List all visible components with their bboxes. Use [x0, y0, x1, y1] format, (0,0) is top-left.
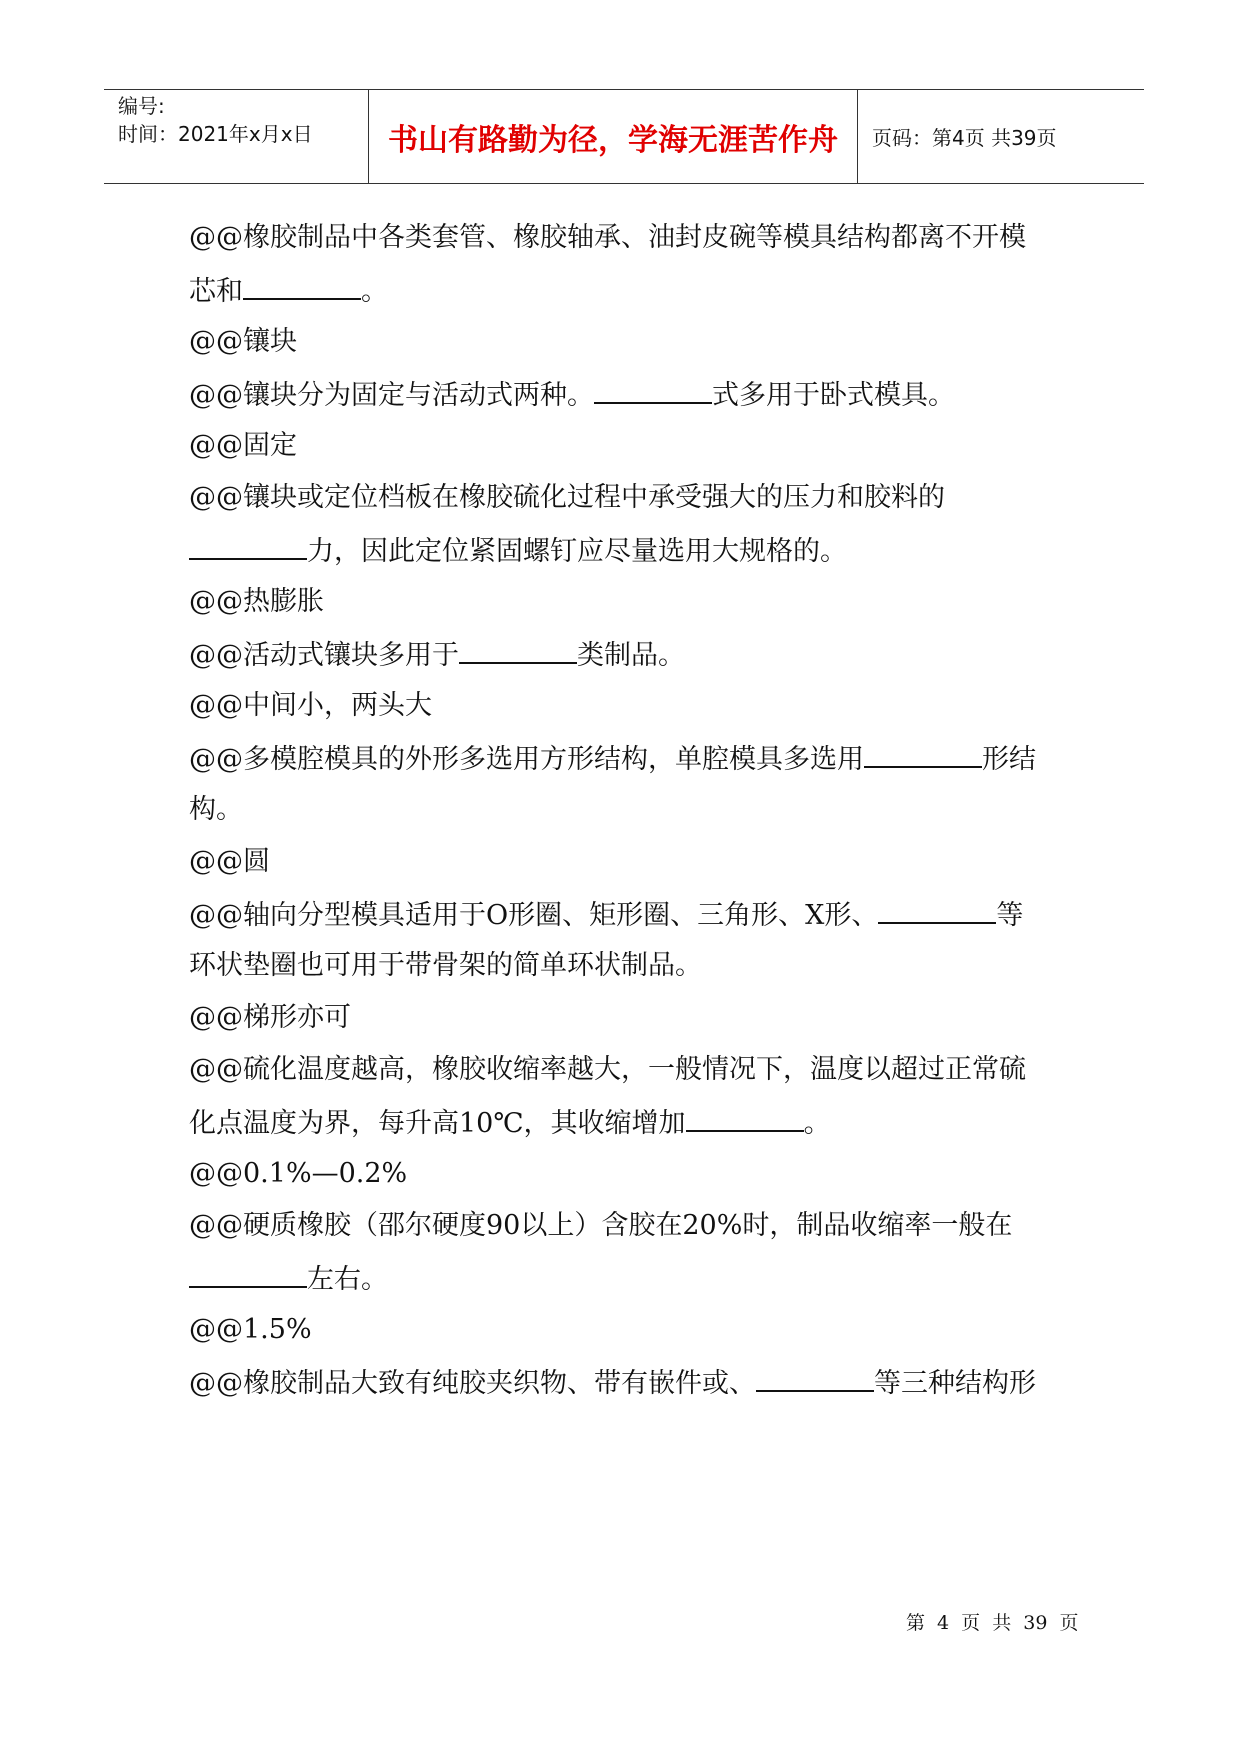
line-text: @@中间小，两头大 — [189, 690, 432, 721]
header-motto: 书山有路勤为径，学海无涯苦作舟 — [388, 122, 838, 158]
line-text: @@镶块或定位档板在橡胶硫化过程中承受强大的压力和胶料的 — [189, 482, 945, 513]
fill-blank — [189, 532, 307, 560]
line-text-after: 类制品。 — [577, 640, 685, 671]
text-line — [189, 532, 847, 568]
answer-line — [189, 688, 432, 724]
line-text-after: 力，因此定位紧固螺钉应尽量选用大规格的。 — [307, 536, 847, 567]
line-text-after: 形结 — [982, 744, 1036, 775]
text-line — [189, 220, 1026, 256]
text-line — [189, 1260, 388, 1296]
fill-blank — [756, 1364, 874, 1392]
line-text: @@多模腔模具的外形多选用方形结构，单腔模具多选用 — [189, 744, 864, 775]
line-text: @@轴向分型模具适用于O形圈、矩形圈、三角形、X形、 — [189, 900, 879, 931]
fill-blank — [686, 1104, 804, 1132]
fill-blank — [594, 376, 712, 404]
text-line — [189, 636, 685, 672]
fill-blank — [878, 896, 996, 924]
line-text-after: 左右。 — [307, 1264, 388, 1295]
line-text: @@镶块 — [189, 326, 297, 357]
line-text: @@1.5% — [189, 1314, 312, 1345]
answer-line — [189, 428, 297, 464]
text-line — [189, 948, 702, 984]
line-text-after: 等 — [996, 900, 1024, 931]
text-line — [189, 1208, 1012, 1244]
text-line — [189, 376, 955, 412]
answer-line — [189, 584, 324, 620]
header-divider-left — [368, 90, 369, 183]
line-text-after: 等三种结构形 — [874, 1368, 1036, 1399]
answer-line — [189, 324, 297, 360]
fill-blank — [459, 636, 577, 664]
answer-line — [189, 1312, 312, 1348]
text-line — [189, 1104, 831, 1140]
text-line — [189, 740, 1036, 776]
header-meta — [118, 90, 368, 183]
line-text: @@固定 — [189, 430, 297, 461]
text-line — [189, 480, 945, 516]
answer-line — [189, 844, 270, 880]
document-header — [104, 89, 1144, 184]
line-text: 化点温度为界，每升高10℃，其收缩增加 — [189, 1108, 686, 1139]
line-text: @@硬质橡胶（邵尔硬度90以上）含胶在20%时，制品收缩率一般在 — [189, 1210, 1013, 1241]
text-line — [189, 896, 1023, 932]
text-line — [189, 1052, 1026, 1088]
answer-line — [189, 1156, 407, 1192]
line-text: @@橡胶制品中各类套管、橡胶轴承、油封皮碗等模具结构都离不开模 — [189, 222, 1026, 253]
line-text: @@梯形亦可 — [189, 1002, 351, 1033]
line-text-after: 。 — [803, 1108, 831, 1139]
text-line — [189, 272, 388, 308]
text-line — [189, 1364, 1036, 1400]
line-text: 环状垫圈也可用于带骨架的简单环状制品。 — [189, 950, 702, 981]
page-footer: 第 4 页 共 39 页 — [906, 1612, 1079, 1634]
number-label: 编号: — [118, 94, 165, 118]
line-text: @@硫化温度越高，橡胶收缩率越大，一般情况下，温度以超过正常硫 — [189, 1054, 1026, 1085]
line-text: @@镶块分为固定与活动式两种。 — [189, 380, 594, 411]
line-text: @@橡胶制品大致有纯胶夹织物、带有嵌件或、 — [189, 1368, 756, 1399]
fill-blank — [864, 740, 982, 768]
time-label: 时间：2021年x月x日 — [118, 122, 313, 146]
line-text: 芯和 — [189, 276, 243, 307]
fill-blank — [189, 1260, 307, 1288]
text-line — [189, 792, 243, 828]
line-text: @@活动式镶块多用于 — [189, 640, 459, 671]
line-text-after: 式多用于卧式模具。 — [712, 380, 955, 411]
line-text: @@热膨胀 — [189, 586, 324, 617]
header-page-code: 页码：第4页 共39页 — [872, 126, 1057, 150]
line-text: 构。 — [189, 794, 243, 825]
line-text-after: 。 — [361, 276, 388, 307]
header-divider-right — [857, 90, 858, 183]
fill-blank — [243, 272, 361, 300]
answer-line — [189, 1000, 351, 1036]
line-text: @@0.1%—0.2% — [189, 1158, 408, 1189]
line-text: @@圆 — [189, 846, 270, 877]
